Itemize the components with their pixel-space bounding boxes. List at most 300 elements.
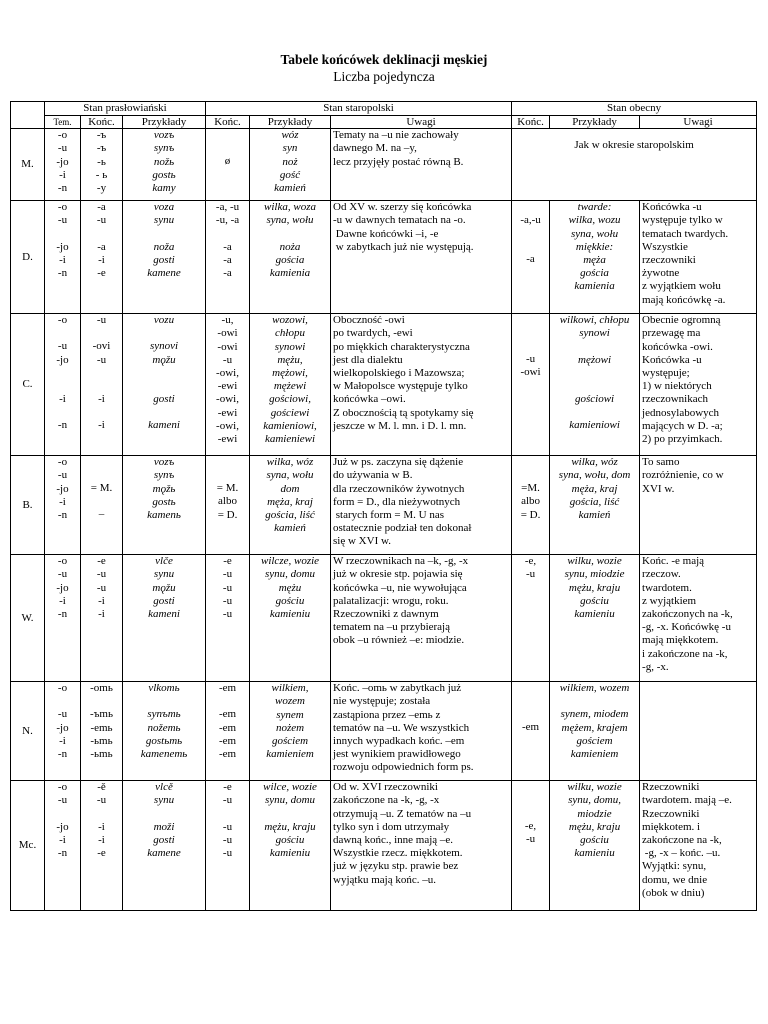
cell-line bbox=[514, 456, 547, 469]
stp-konc-cell bbox=[206, 456, 250, 555]
cell-line bbox=[208, 469, 247, 482]
cell-line: wilka, woza bbox=[264, 201, 316, 214]
cell-line: Rzeczowniki bbox=[642, 781, 700, 794]
cell-line: już w języku stp. prawie bez bbox=[333, 860, 459, 873]
cell-line bbox=[83, 228, 120, 241]
tem-cell bbox=[45, 555, 81, 682]
cell-line: -u bbox=[96, 314, 107, 327]
cell-line: = D. bbox=[217, 508, 238, 521]
stp-konc-cell bbox=[206, 129, 250, 201]
cell-line: -e, bbox=[524, 820, 537, 833]
cell-line bbox=[125, 406, 203, 419]
cell-line: -e bbox=[97, 847, 106, 860]
cell-line: wilkiem, wozem bbox=[559, 682, 630, 695]
page-title: Tabele końcówek deklinacji męskiej bbox=[280, 52, 488, 67]
tem-cell bbox=[45, 201, 81, 314]
page-subtitle: Liczba pojedyncza bbox=[333, 69, 435, 84]
cell-line: kamienia bbox=[574, 280, 615, 293]
cell-line: dawnego M. na –y, bbox=[333, 142, 417, 155]
cell-line: synъ bbox=[153, 469, 175, 482]
cell-line: -o bbox=[57, 682, 68, 695]
cell-line: -emь bbox=[90, 721, 113, 734]
cell-line: = M. bbox=[216, 482, 239, 495]
cell-line: synu, domu, bbox=[568, 794, 621, 807]
table-row bbox=[11, 456, 757, 555]
cell-line: końcówka –u, nie wywołująca bbox=[333, 581, 467, 594]
cell-line: noža bbox=[153, 240, 175, 253]
cell-line: -u bbox=[57, 708, 68, 721]
ob-przyklady-cell bbox=[550, 555, 640, 682]
cell-line: -i bbox=[59, 168, 66, 181]
cell-line: vlče bbox=[155, 555, 173, 568]
cell-line: Końcówka -u bbox=[642, 201, 702, 214]
cell-line: lecz przyjęły postać równą B. bbox=[333, 155, 464, 168]
cell-line: mają końcówkę -a. bbox=[642, 293, 726, 306]
cell-line: gościowi, bbox=[269, 393, 311, 406]
cell-line: Z obocznością tą spotykamy się bbox=[333, 406, 474, 419]
cell-line: -owi, bbox=[216, 393, 239, 406]
cell-line: -jo bbox=[56, 721, 69, 734]
cell-line: nożem bbox=[275, 721, 305, 734]
cell-line: -o bbox=[57, 555, 68, 568]
cell-line: po miękkich charakterystyczna bbox=[333, 340, 470, 353]
cell-line: twardotem. bbox=[642, 581, 692, 594]
cell-line: wilka, wóz bbox=[266, 456, 314, 469]
cell-line: gościu bbox=[580, 594, 609, 607]
table-row bbox=[11, 781, 757, 911]
cell-line: tematem na –u przybierają bbox=[333, 621, 450, 634]
cell-line: -u bbox=[222, 847, 233, 860]
header-row-groups bbox=[11, 102, 757, 116]
cell-line: mężu, kraju bbox=[568, 820, 621, 833]
cell-line: mają miękkotem. bbox=[642, 634, 719, 647]
cell-line: Oboczność -owi bbox=[333, 314, 405, 327]
declension-table bbox=[10, 101, 757, 911]
prasl-przyklady-cell bbox=[123, 781, 206, 911]
cell-line: w zabytkach już nie występują. bbox=[333, 240, 474, 253]
cell-line: gościem bbox=[576, 734, 613, 747]
header-ob-uwagi: Uwagi bbox=[640, 115, 757, 129]
cell-line: wilcze, wozie bbox=[260, 555, 320, 568]
header-row-columns bbox=[11, 115, 757, 129]
cell-line bbox=[514, 201, 547, 214]
cell-line: -ъ bbox=[96, 142, 107, 155]
cell-line: -a bbox=[223, 267, 232, 280]
cell-line: mężewi bbox=[273, 380, 307, 393]
cell-line: -i bbox=[98, 253, 105, 266]
cell-line: kamenь bbox=[147, 509, 181, 522]
cell-line: mężu, bbox=[277, 353, 303, 366]
stp-przyklady-cell bbox=[250, 555, 331, 682]
case-label: W. bbox=[11, 555, 45, 682]
cell-line bbox=[83, 327, 120, 340]
cell-line: -n bbox=[57, 847, 68, 860]
cell-line: = D. bbox=[520, 508, 541, 521]
cell-line: Rzeczowniki bbox=[642, 807, 700, 820]
prasl-konc-cell bbox=[81, 781, 123, 911]
ob-konc-cell bbox=[512, 781, 550, 911]
cell-line: syna, wołu bbox=[266, 214, 314, 227]
cell-line: jednosylabowych bbox=[642, 406, 720, 419]
cell-line: gostьmь bbox=[145, 734, 183, 747]
cell-line: mężowi, bbox=[272, 367, 308, 380]
cell-line: kamieniowi bbox=[569, 419, 620, 432]
cell-line bbox=[125, 380, 203, 393]
cell-line: gość bbox=[279, 168, 301, 181]
stp-przyklady-cell bbox=[250, 781, 331, 911]
cell-line: mǫžь bbox=[152, 482, 176, 495]
cell-line: obok –u również –e: miodzie. bbox=[333, 634, 465, 647]
case-label: B. bbox=[11, 456, 45, 555]
cell-line: -a bbox=[223, 253, 232, 266]
cell-line: -i bbox=[59, 253, 66, 266]
cell-line: gosti bbox=[153, 594, 175, 607]
cell-line: kamieniem bbox=[570, 748, 619, 761]
cell-line: syna, wołu, dom bbox=[558, 469, 631, 482]
cell-line: końcówka –owi. bbox=[333, 393, 406, 406]
cell-line bbox=[208, 456, 247, 469]
cell-line: -i bbox=[59, 594, 66, 607]
cell-line: -u bbox=[222, 581, 233, 594]
cell-line: kamene bbox=[147, 847, 181, 860]
cell-line: -u bbox=[57, 340, 68, 353]
cell-line: -i bbox=[98, 419, 105, 432]
cell-line: mężu, kraju bbox=[264, 820, 316, 833]
ob-konc-cell bbox=[512, 456, 550, 555]
cell-line bbox=[514, 432, 547, 445]
cell-line bbox=[125, 808, 203, 821]
cell-line: -ъmь bbox=[90, 708, 113, 721]
cell-line: synu bbox=[153, 568, 175, 581]
ob-uwagi-cell bbox=[640, 456, 757, 555]
cell-line: -a,-u bbox=[520, 214, 541, 227]
cell-line: wilkowi, chłopu bbox=[559, 314, 630, 327]
cell-line: Końc. -e mają bbox=[642, 555, 705, 568]
cell-line: mǫžu bbox=[152, 353, 176, 366]
cell-line bbox=[208, 181, 247, 194]
cell-line: żywotne bbox=[642, 267, 680, 280]
cell-line: -jo bbox=[56, 482, 69, 495]
cell-line: - ь bbox=[95, 168, 108, 181]
cell-line bbox=[514, 227, 547, 240]
cell-line: synъmь bbox=[147, 708, 181, 721]
stp-uwagi-cell bbox=[331, 201, 512, 314]
cell-line bbox=[47, 327, 78, 340]
cell-line bbox=[83, 367, 120, 380]
cell-line bbox=[83, 380, 120, 393]
header-stp-uwagi: Uwagi bbox=[331, 115, 512, 129]
cell-line: vozъ bbox=[153, 129, 175, 142]
ob-przyklady-cell bbox=[550, 314, 640, 456]
cell-line: -u bbox=[222, 794, 233, 807]
cell-line: synem, miodem bbox=[560, 708, 629, 721]
header-group-ob: Stan obecny bbox=[512, 102, 757, 116]
cell-line: -a, -u bbox=[215, 201, 240, 214]
cell-line: gościa bbox=[580, 267, 609, 280]
cell-line: nie występuje; została bbox=[333, 695, 431, 708]
stp-uwagi-cell bbox=[331, 682, 512, 781]
cell-line: dawną końc., inne mają –e. bbox=[333, 834, 454, 847]
cell-line: dom bbox=[280, 482, 300, 495]
cell-line: -em bbox=[218, 682, 237, 695]
cell-line: -o bbox=[57, 781, 68, 794]
cell-line: zastąpiona przez –emь z bbox=[333, 708, 441, 721]
cell-line: -i bbox=[59, 833, 66, 846]
cell-line: -u, -a bbox=[215, 214, 240, 227]
cell-line bbox=[208, 168, 247, 181]
cell-line bbox=[83, 495, 120, 508]
stp-przyklady-cell bbox=[250, 129, 331, 201]
cell-line: noż bbox=[282, 155, 298, 168]
cell-line: tematów na –u. We wszystkich bbox=[333, 721, 470, 734]
cell-line: To samo bbox=[642, 456, 680, 469]
cell-line: gostь bbox=[152, 168, 176, 181]
cell-line bbox=[514, 582, 547, 595]
cell-line: Wszystkie rzecz. miękkotem. bbox=[333, 847, 463, 860]
cell-line bbox=[47, 380, 78, 393]
stp-konc-cell bbox=[206, 555, 250, 682]
cell-line: -jo bbox=[56, 240, 69, 253]
cell-line: do używania w B. bbox=[333, 469, 413, 482]
cell-line: jest dla dialektu bbox=[333, 353, 403, 366]
cell-line: wilku, wozie bbox=[567, 781, 622, 794]
cell-line: -e bbox=[223, 555, 232, 568]
cell-line: -u bbox=[96, 353, 107, 366]
cell-line: chłopu bbox=[275, 327, 305, 340]
cell-line: -owi bbox=[217, 327, 238, 340]
cell-line: rzeczow. bbox=[642, 568, 681, 581]
cell-line bbox=[514, 267, 547, 280]
cell-line: -omь bbox=[90, 682, 113, 695]
ob-uwagi-cell bbox=[640, 682, 757, 781]
cell-line: -u bbox=[96, 581, 107, 594]
cell-line: wilkiem, bbox=[271, 682, 309, 695]
cell-line: występuje tylko w bbox=[642, 214, 723, 227]
cell-line bbox=[47, 367, 78, 380]
cell-line: -u bbox=[222, 833, 233, 846]
prasl-przyklady-cell bbox=[123, 129, 206, 201]
cell-line: -em bbox=[218, 708, 237, 721]
cell-line: gosti bbox=[153, 392, 175, 405]
cell-line: miodzie bbox=[577, 807, 612, 820]
cell-line: gostь bbox=[152, 495, 176, 508]
cell-line bbox=[83, 695, 120, 708]
cell-line: syna, wołu bbox=[266, 469, 314, 482]
cell-line bbox=[514, 847, 547, 860]
cell-line bbox=[514, 419, 547, 432]
header-stp-konc: Końc. bbox=[206, 115, 250, 129]
cell-line: -em bbox=[218, 734, 237, 747]
case-label: M. bbox=[11, 129, 45, 201]
stp-przyklady-cell bbox=[250, 456, 331, 555]
case-label: N. bbox=[11, 682, 45, 781]
cell-line bbox=[514, 240, 547, 253]
cell-line bbox=[83, 406, 120, 419]
cell-line: -ě bbox=[97, 781, 106, 794]
cell-line bbox=[47, 695, 78, 708]
cell-line: -i bbox=[59, 495, 66, 508]
cell-line: rozróżnienie, co w bbox=[642, 469, 724, 482]
cell-line: wilka, wóz bbox=[571, 456, 618, 469]
header-ob-przyklady: Przykłady bbox=[550, 115, 640, 129]
cell-line bbox=[514, 595, 547, 608]
stp-konc-cell bbox=[206, 781, 250, 911]
cell-line: kamenemь bbox=[140, 748, 188, 761]
cell-line: twarde: bbox=[577, 201, 612, 214]
cell-line: Dawne końcówki –i, -e bbox=[333, 227, 439, 240]
prasl-konc-cell bbox=[81, 201, 123, 314]
cell-line: po twardych, -ewi bbox=[333, 327, 413, 340]
cell-line: już w okresie stp. pojawia się bbox=[333, 568, 463, 581]
prasl-konc-cell bbox=[81, 314, 123, 456]
cell-line: -u bbox=[96, 214, 107, 227]
cell-line: Końcówka -u bbox=[642, 353, 702, 366]
ob-przyklady-cell bbox=[550, 456, 640, 555]
table-row bbox=[11, 555, 757, 682]
cell-line: albo bbox=[218, 495, 237, 508]
cell-line: -ovi bbox=[92, 340, 111, 353]
cell-line: męża, kraj bbox=[267, 495, 313, 508]
cell-line: jest wynikiem prawidłowego bbox=[333, 748, 461, 761]
cell-line bbox=[514, 682, 547, 695]
cell-line: miękkotem. i bbox=[642, 820, 701, 833]
cell-line: przewagę ma bbox=[642, 327, 701, 340]
cell-line: -o bbox=[57, 314, 68, 327]
cell-line: zakończonych na -k, bbox=[642, 608, 733, 621]
cell-line: -owi bbox=[520, 366, 541, 379]
cell-line: gościewi bbox=[270, 406, 310, 419]
cell-line: moži bbox=[153, 820, 175, 833]
cell-line bbox=[514, 794, 547, 807]
cell-line bbox=[514, 406, 547, 419]
cell-line: zakończone na -k, bbox=[642, 834, 722, 847]
cell-line: -n bbox=[57, 267, 68, 280]
cell-line: -u bbox=[57, 469, 68, 482]
cell-line: Od w. XVI rzeczowniki bbox=[333, 781, 438, 794]
cell-line: synu, miodzie bbox=[564, 568, 625, 581]
cell-line: -a bbox=[97, 201, 106, 214]
cell-line: wóz bbox=[281, 129, 299, 142]
cell-line: kameni bbox=[148, 419, 180, 432]
cell-line: -jo bbox=[56, 155, 69, 168]
cell-line: kamy bbox=[152, 182, 176, 195]
cell-line: kameni bbox=[148, 608, 180, 621]
cell-line: gościa bbox=[275, 253, 305, 266]
cell-line: -ьmь bbox=[90, 748, 113, 761]
cell-line: w Małopolsce występuje tylko bbox=[333, 380, 468, 393]
ob-uwagi-cell bbox=[640, 781, 757, 911]
prasl-przyklady-cell bbox=[123, 555, 206, 682]
cell-line: kamieniu bbox=[574, 847, 615, 860]
cell-line bbox=[514, 747, 547, 760]
cell-line: voza bbox=[153, 201, 175, 214]
header-prasl-konc: Końc. bbox=[81, 115, 123, 129]
cell-line: kamień bbox=[274, 182, 306, 195]
cell-line bbox=[514, 608, 547, 621]
cell-line bbox=[552, 695, 637, 708]
stp-konc-cell bbox=[206, 682, 250, 781]
header-tem: Tem. bbox=[45, 115, 81, 129]
prasl-konc-cell bbox=[81, 555, 123, 682]
cell-line bbox=[514, 380, 547, 393]
cell-line: vozu bbox=[153, 314, 175, 327]
cell-line: gościowi bbox=[574, 392, 615, 405]
header-prasl-przyklady: Przykłady bbox=[123, 115, 206, 129]
cell-line: kamene bbox=[147, 267, 181, 280]
ob-merged-cell: Jak w okresie staropolskim bbox=[512, 129, 757, 201]
cell-line bbox=[552, 367, 637, 380]
stp-konc-cell bbox=[206, 314, 250, 456]
table-row bbox=[11, 682, 757, 781]
cell-line: -ewi bbox=[217, 380, 238, 393]
table-row bbox=[11, 314, 757, 456]
cell-line: kamieniewi bbox=[264, 432, 316, 445]
stp-uwagi-cell bbox=[331, 781, 512, 911]
cell-line: starych form = M. U nas bbox=[333, 509, 445, 522]
cell-line: -o bbox=[57, 456, 68, 469]
cell-line: -ьmь bbox=[90, 734, 113, 747]
cell-line bbox=[552, 406, 637, 419]
cell-line: -em bbox=[521, 721, 540, 734]
cell-line: gościu bbox=[275, 833, 305, 846]
cell-line: synu, domu bbox=[264, 794, 316, 807]
cell-line: gościu bbox=[275, 594, 305, 607]
cell-line: Tematy na –u nie zachowały bbox=[333, 129, 459, 142]
cell-line: -e bbox=[97, 555, 106, 568]
cell-line bbox=[208, 808, 247, 821]
header-group-prasl: Stan prasłowiański bbox=[45, 102, 206, 116]
cell-line: męża bbox=[583, 254, 606, 267]
cell-line: -i bbox=[98, 594, 105, 607]
cell-line: -ewi bbox=[217, 406, 238, 419]
cell-line: -u bbox=[57, 142, 68, 155]
cell-line: -i bbox=[98, 392, 105, 405]
cell-line: -u bbox=[525, 568, 536, 581]
cell-line: -em bbox=[218, 748, 237, 761]
cell-line: -n bbox=[57, 182, 68, 195]
cell-line: -u w dawnych tematach na -o. bbox=[333, 214, 466, 227]
cell-line: kamienia bbox=[269, 267, 311, 280]
header-group-stp: Stan staropolski bbox=[206, 102, 512, 116]
cell-line bbox=[552, 341, 637, 354]
cell-line: kamieniowi, bbox=[263, 419, 317, 432]
cell-line: vozъ bbox=[153, 456, 175, 469]
cell-line: -owi, bbox=[216, 367, 239, 380]
cell-line: synowi bbox=[274, 340, 306, 353]
ob-przyklady-cell bbox=[550, 682, 640, 781]
cell-line: kamieniem bbox=[266, 748, 314, 761]
cell-line: nožemь bbox=[147, 721, 181, 734]
cell-line: kamień bbox=[274, 522, 306, 535]
cell-line: -i bbox=[59, 734, 66, 747]
cell-line bbox=[208, 129, 247, 142]
cell-line: -i bbox=[98, 608, 105, 621]
cell-line: nožь bbox=[153, 155, 175, 168]
cell-line: gościa, liść bbox=[569, 495, 620, 508]
stp-uwagi-cell bbox=[331, 555, 512, 682]
tem-cell bbox=[45, 682, 81, 781]
cell-line: W rzeczownikach na –k, -g, -x bbox=[333, 555, 469, 568]
ob-konc-cell bbox=[512, 201, 550, 314]
cell-line: -a bbox=[97, 240, 106, 253]
cell-line bbox=[514, 314, 547, 327]
cell-line: -u bbox=[222, 594, 233, 607]
cell-line: -a bbox=[223, 240, 232, 253]
cell-line: twardotem. mają –e. bbox=[642, 794, 732, 807]
cell-line: miękkie: bbox=[575, 240, 614, 253]
case-label: C. bbox=[11, 314, 45, 456]
stp-uwagi-cell bbox=[331, 314, 512, 456]
